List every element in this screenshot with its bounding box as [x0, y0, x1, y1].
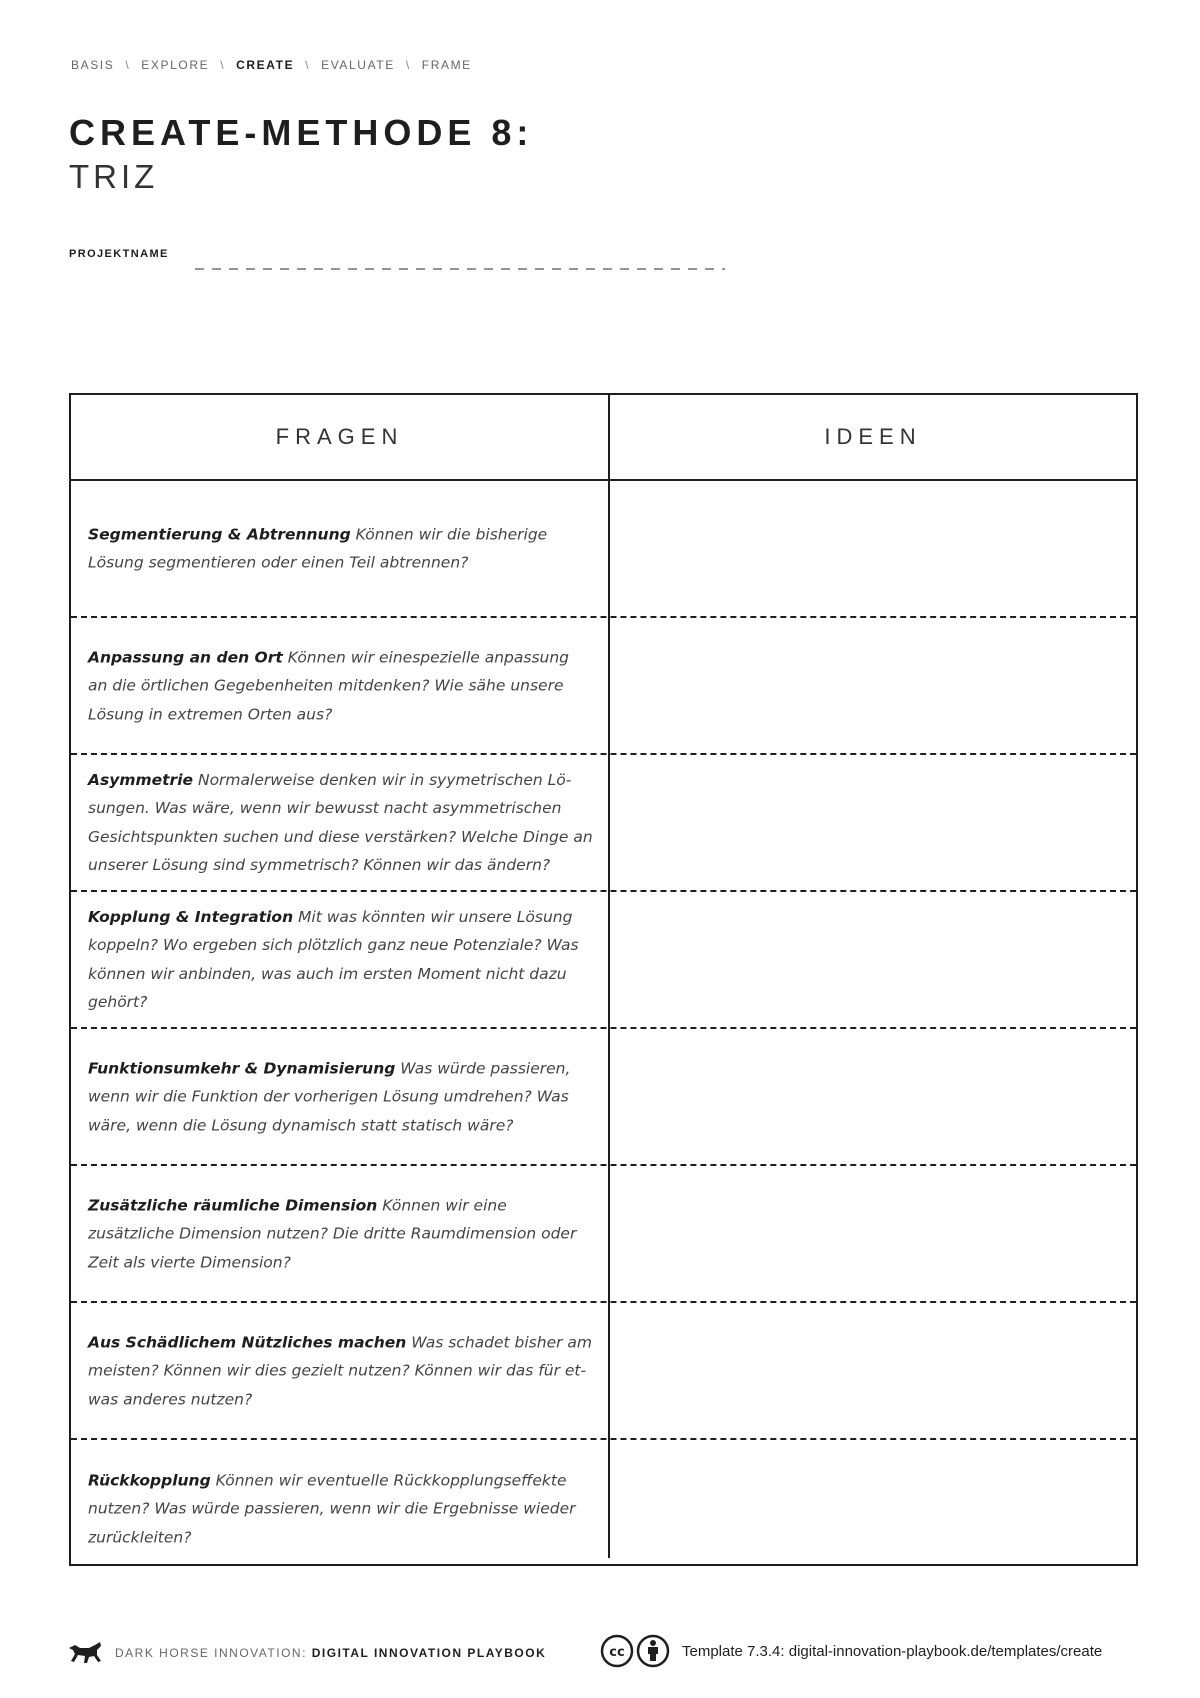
question-text: Können wir einespezielle anpassung an die örtlichen Gegebenheiten mitdenken? Wie sähe unsere Lösung in extremen Orten aus?	[88, 647, 570, 723]
idea-cell[interactable]	[610, 1303, 1136, 1438]
question-text: Mit was könnten wir unsere Lösung koppeln? Wo ergeben sich plötzlich ganz neue Potenziale? Was können wir anbinden, was auch im ersten Moment nicht dazu gehört?	[88, 907, 579, 1011]
idea-cell[interactable]	[610, 1029, 1136, 1164]
project-name-field[interactable]	[195, 262, 725, 276]
question-title: Asymmetrie	[88, 770, 194, 789]
question-title: Anpassung an den Ort	[88, 647, 283, 666]
project-name-label: PROJEKTNAME	[69, 248, 169, 260]
table-header	[71, 395, 1136, 481]
footer-brand-prefix: DARK HORSE INNOVATION:	[115, 1646, 312, 1660]
breadcrumb-separator: \	[405, 58, 411, 72]
table-row	[71, 481, 1136, 618]
idea-cell[interactable]	[610, 1440, 1136, 1577]
footer-brand	[67, 1639, 546, 1667]
question-cell	[88, 1466, 593, 1552]
breadcrumb	[71, 58, 472, 72]
table-row	[71, 892, 1136, 1029]
breadcrumb-item-frame[interactable]: FRAME	[421, 58, 472, 72]
question-cell	[88, 1191, 593, 1277]
table-row	[71, 1440, 1136, 1577]
question-text: Normalerweise denken wir in syymetrischen Lö-sungen. Was wäre, wenn wir bewusst nacht asymmetrischen Gesichtspunkten suchen und diese verstärken? Welche Dinge an unserer Lösung sind symmetrisch? Können wir das ändern?	[88, 770, 593, 874]
table-row	[71, 1303, 1136, 1440]
question-title: Zusätzliche räumliche Dimension	[88, 1195, 378, 1214]
question-title: Aus Schädlichem Nützliches machen	[88, 1332, 407, 1351]
column-divider	[608, 395, 610, 1558]
footer-license	[600, 1634, 1102, 1668]
idea-cell[interactable]	[610, 618, 1136, 753]
question-cell	[88, 1054, 593, 1140]
template-reference: Template 7.3.4: digital-innovation-playbook.de/templates/create	[682, 1642, 1103, 1660]
question-text: Können wir die bisherige Lösung segmentieren oder einen Teil abtrennen?	[88, 525, 548, 572]
question-text: Was schadet bisher am meisten? Können wir dies gezielt nutzen? Können wir das für et-was anderes nutzen?	[88, 1332, 593, 1408]
table-row	[71, 1029, 1136, 1166]
question-text: Was würde passieren, wenn wir die Funktion der vorherigen Lösung umdrehen? Was wäre, wenn die Lösung dynamisch statt statisch wäre?	[88, 1058, 571, 1134]
question-cell	[88, 766, 593, 880]
page-title: CREATE-METHODE 8:	[69, 112, 534, 153]
idea-cell[interactable]	[610, 481, 1136, 616]
question-title: Segmentierung & Abtrennung	[88, 525, 351, 543]
breadcrumb-separator: \	[305, 58, 311, 72]
questions-column-header: FRAGEN	[275, 424, 404, 449]
breadcrumb-item-create[interactable]: CREATE	[236, 58, 295, 72]
triz-table	[69, 393, 1138, 1566]
question-title: Rückkopplung	[88, 1470, 211, 1489]
breadcrumb-item-basis[interactable]: BASIS	[71, 58, 115, 72]
table-row	[71, 618, 1136, 755]
question-cell	[88, 643, 593, 729]
table-row	[71, 755, 1136, 892]
breadcrumb-item-evaluate[interactable]: EVALUATE	[321, 58, 395, 72]
question-cell	[88, 1328, 593, 1414]
idea-cell[interactable]	[610, 1166, 1136, 1301]
breadcrumb-separator: \	[125, 58, 131, 72]
idea-cell[interactable]	[610, 755, 1136, 890]
cc-icon	[600, 1634, 634, 1668]
breadcrumb-separator: \	[220, 58, 226, 72]
breadcrumb-item-explore[interactable]: EXPLORE	[141, 58, 210, 72]
ideas-column-header: IDEEN	[824, 424, 922, 449]
table-row	[71, 1166, 1136, 1303]
question-title: Kopplung & Integration	[88, 907, 294, 926]
svg-text:cc: cc	[609, 1645, 625, 1660]
page-subtitle: TRIZ	[69, 158, 159, 195]
question-text: Können wir eventuelle Rückkopplungseffekte nutzen? Was würde passieren, wenn wir die Ergebnisse wieder zurückleiten?	[88, 1470, 576, 1546]
question-cell	[88, 903, 593, 1017]
idea-cell[interactable]	[610, 892, 1136, 1027]
attribution-icon	[636, 1634, 670, 1668]
question-text: Können wir eine zusätzliche Dimension nutzen? Die dritte Raumdimension oder Zeit als vierte Dimension?	[88, 1195, 577, 1271]
question-cell	[88, 520, 593, 577]
question-title: Funktionsumkehr & Dynamisierung	[88, 1058, 396, 1077]
dark-horse-icon	[67, 1639, 103, 1667]
footer-brand-title: DIGITAL INNOVATION PLAYBOOK	[311, 1646, 547, 1660]
